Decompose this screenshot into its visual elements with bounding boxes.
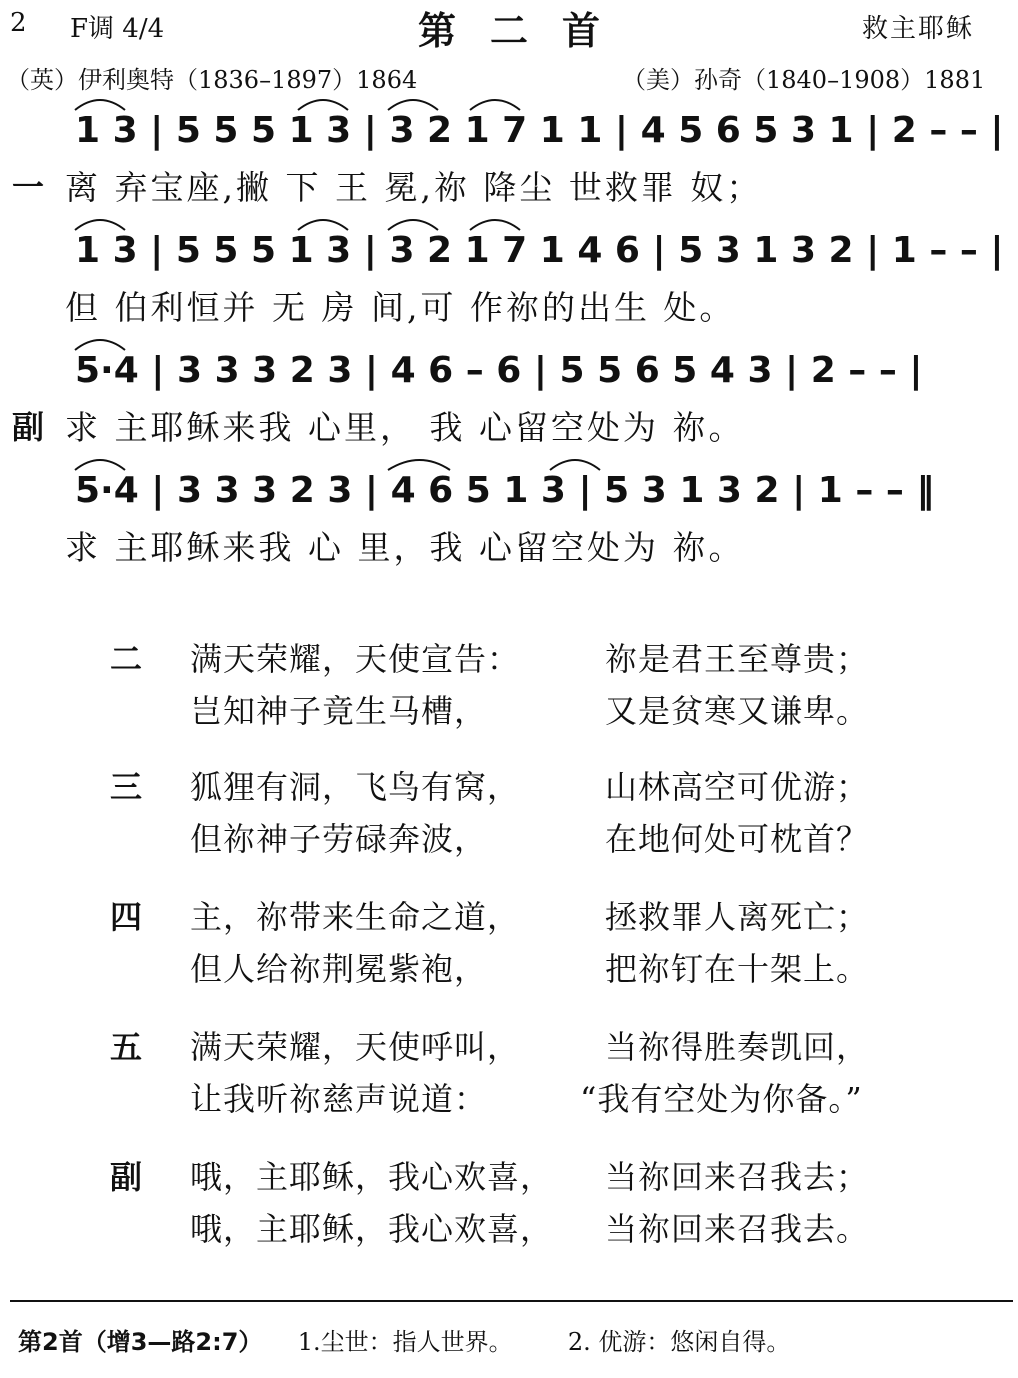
lyric-line-4: 求 主耶稣来我 心 里，我 心留空处为 祢。 bbox=[65, 528, 745, 567]
stanza-line: 当祢回来召我去； bbox=[605, 1158, 870, 1196]
chorus-label: 副 bbox=[12, 408, 45, 446]
notation-line-4: 5·4 | 3 3 3 2 3 | 4 6 5 1 3 | 5 3 1 3 2 | 1 – – ‖ bbox=[75, 470, 935, 511]
footer-divider bbox=[10, 1300, 1013, 1302]
slur-marks bbox=[70, 95, 950, 555]
notation-line-2: 1 3 | 5 5 5 1 3 | 3 2 1 7 1 4 6 | 5 3 1 3 2 | 1 – – | bbox=[75, 230, 1004, 271]
stanza-number: 副 bbox=[110, 1158, 143, 1196]
stanza-line: 满天荣耀，天使宣告： bbox=[190, 640, 521, 678]
key-signature: F调 4/4 bbox=[70, 14, 165, 44]
notation-line-3: 5·4 | 3 3 3 2 3 | 4 6 – 6 | 5 5 6 5 4 3 | 2 – – | bbox=[75, 350, 923, 391]
stanza-number: 五 bbox=[110, 1028, 143, 1066]
stanza-line: 祢是君王至尊贵； bbox=[605, 640, 870, 678]
stanza-line: 把祢钉在十架上。 bbox=[605, 950, 870, 988]
lyric-line-1: 离 弃宝座,撇 下 王 冕,祢 降尘 世救罪 奴； bbox=[65, 168, 763, 207]
stanza-line: 但祢神子劳碌奔波， bbox=[190, 820, 488, 858]
stanza-line: 又是贫寒又谦卑。 bbox=[605, 692, 870, 730]
stanza-line: 山林高空可优游； bbox=[605, 768, 870, 806]
stanza-number: 三 bbox=[110, 768, 143, 806]
footer-reference: 第2首（增3—路2:7） bbox=[18, 1328, 263, 1356]
lyricist-credit: （英）伊利奥特（1836–1897）1864 bbox=[6, 66, 418, 94]
stanza-line: 在地何处可枕首？ bbox=[605, 820, 870, 858]
page-title: 第二首 bbox=[418, 9, 635, 53]
stanza-line: “我有空处为你备。” bbox=[580, 1080, 863, 1118]
footer-note-1: 1.尘世：指人世界。 bbox=[297, 1328, 513, 1356]
stanza-line: 狐狸有洞，飞鸟有窝， bbox=[190, 768, 521, 806]
stanza-line: 哦，主耶稣，我心欢喜， bbox=[190, 1210, 554, 1248]
stanza-line: 哦，主耶稣，我心欢喜， bbox=[190, 1158, 554, 1196]
stanza-line: 岂知神子竟生马槽， bbox=[190, 692, 488, 730]
stanza-line: 拯救罪人离死亡； bbox=[605, 898, 870, 936]
stanza-line: 主，祢带来生命之道， bbox=[190, 898, 521, 936]
verse-label-1: 一 bbox=[12, 168, 45, 206]
stanza-line: 当祢回来召我去。 bbox=[605, 1210, 870, 1248]
page-number: 2 bbox=[10, 8, 27, 38]
stanza-number: 二 bbox=[110, 640, 143, 678]
stanza-number: 四 bbox=[110, 898, 143, 936]
hymn-title: 救主耶稣 bbox=[862, 14, 975, 44]
lyric-line-2: 但 伯利恒并 无 房 间,可 作祢的出生 处。 bbox=[65, 288, 736, 327]
stanza-line: 当祢得胜奏凯回， bbox=[605, 1028, 870, 1066]
composer-credit: （美）孙奇（1840–1908）1881 bbox=[622, 66, 986, 94]
stanza-line: 让我听祢慈声说道： bbox=[190, 1080, 488, 1118]
lyric-line-3: 求 主耶稣来我 心里， 我 心留空处为 祢。 bbox=[65, 408, 745, 447]
stanza-line: 但人给祢荆冕紫袍， bbox=[190, 950, 488, 988]
stanza-line: 满天荣耀，天使呼叫， bbox=[190, 1028, 521, 1066]
notation-line-1: 1 3 | 5 5 5 1 3 | 3 2 1 7 1 1 | 4 5 6 5 3 1 | 2 – – | bbox=[75, 110, 1004, 151]
footer-note-2: 2. 优游：悠闲自得。 bbox=[567, 1328, 791, 1356]
footer-notes bbox=[18, 1322, 790, 1357]
